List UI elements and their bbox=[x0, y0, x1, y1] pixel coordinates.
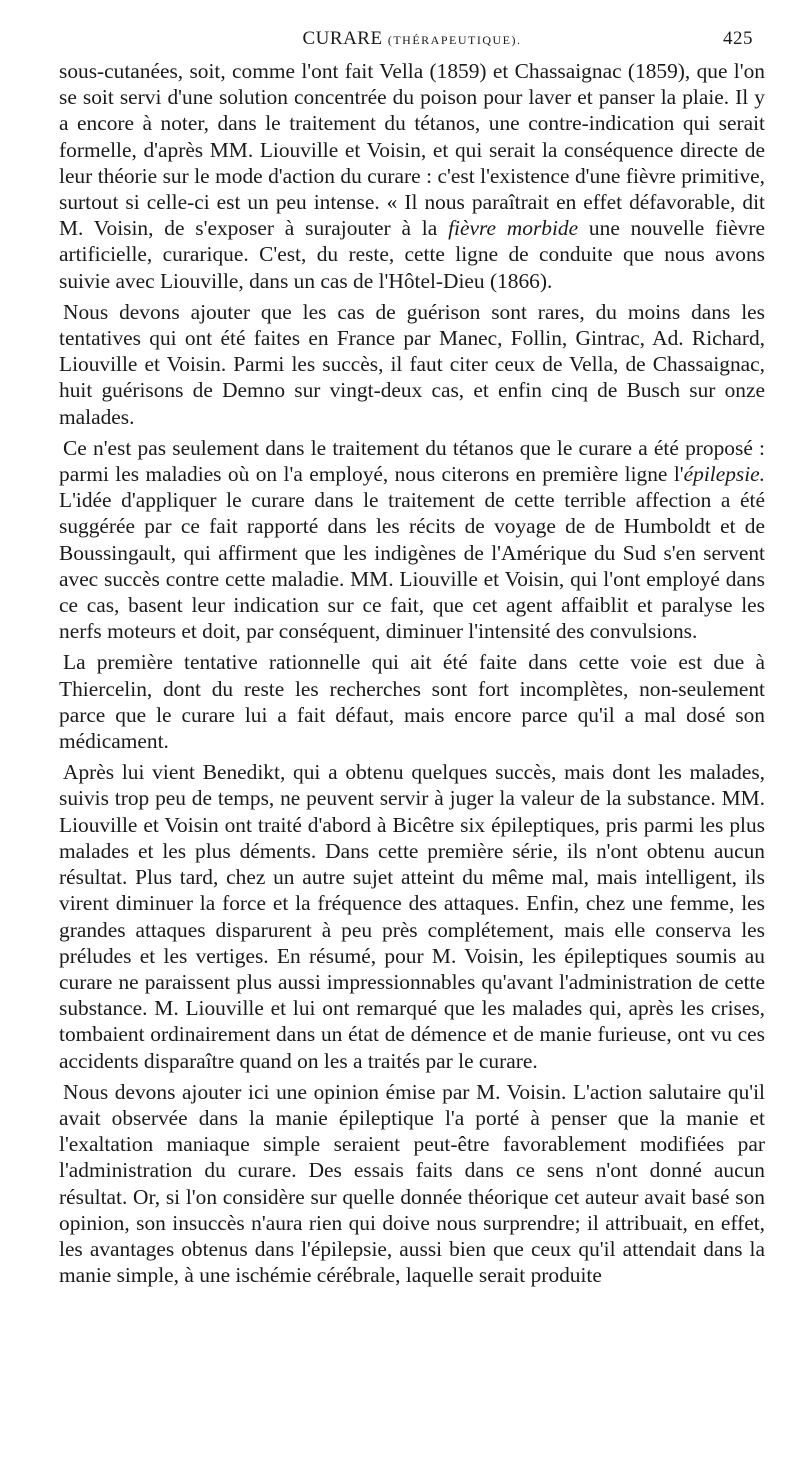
paragraph-2: Nous devons ajouter que les cas de guérison sont rares, du moins dans les tentatives qui ont été faites en France par Manec, Follin, Gintrac, Ad. Richard, Liouville et Voisin. Parmi les succès, il faut citer ceux de Vella, de Chassaignac, huit guérisons de Demno sur vingt-deux cas, et enfin cinq de Busch sur onze malades. bbox=[59, 299, 765, 429]
running-header bbox=[59, 28, 765, 58]
paragraph-3-text-b: L'idée d'appliquer le curare dans le traitement de cette terrible affection a été suggérée par ce fait rapporté dans les récits de voyage de de Humboldt et de Boussingault, qui affirment que les indigènes de l'Amérique du Sud s'en servent avec succès contre cette maladie. MM. Liouville et Voisin, qui l'ont employé dans ce cas, basent leur indication sur ce fait, que cet agent affaiblit et paralyse les nerfs moteurs et doit, par conséquent, diminuer l'intensité des convulsions. bbox=[59, 488, 765, 644]
paragraph-3-text-a: Ce n'est pas seulement dans le traitement du tétanos que le curare a été proposé : parmi les maladies où on l'a employé, nous citerons en première ligne l' bbox=[59, 435, 765, 487]
paragraph-1-text-b: une nouvelle fièvre artificielle, curarique. C'est, du reste, cette ligne de conduite que nous avons suivie avec Liouville, dans un cas de l'Hôtel-Dieu (1866). bbox=[59, 216, 765, 293]
paragraph-3 bbox=[59, 435, 765, 645]
header-subtitle: (THÉRAPEUTIQUE). bbox=[387, 33, 522, 47]
header-title: CURARE bbox=[302, 28, 383, 49]
paragraph-1 bbox=[59, 58, 765, 294]
document-page bbox=[59, 28, 765, 1288]
paragraph-1-italic-term: fièvre morbide bbox=[448, 216, 579, 241]
body-text bbox=[59, 58, 765, 1288]
paragraph-3-italic-term: épilepsie. bbox=[683, 462, 765, 487]
running-title bbox=[59, 28, 765, 50]
paragraph-5: Après lui vient Benedikt, qui a obtenu quelques succès, mais dont les malades, suivis trop peu de temps, ne peuvent servir à juger la valeur de la substance. MM. Liouville et Voisin ont traité d'abord à Bicêtre six épileptiques, pris parmi les plus malades et les plus déments. Dans cette première série, ils n'ont obtenu aucun résultat. Plus tard, chez un autre sujet atteint du même mal, mais intelligent, ils virent diminuer la force et la fréquence des attaques. Enfin, chez une femme, les grandes attaques disparurent à peu près complétement, mais elle conserva les préludes et les vertiges. En résumé, pour M. Voisin, les épileptiques soumis au curare ne paraissent plus aussi impressionnables qu'avant l'administration de cette substance. M. Liouville et lui ont remarqué que les malades qui, après les crises, tombaient ordinairement dans un état de démence et de manie furieuse, ont vu ces accidents disparaître quand on les a traités par le curare. bbox=[59, 760, 765, 1073]
page-number: 425 bbox=[723, 28, 753, 49]
paragraph-1-text-a: sous-cutanées, soit, comme l'ont fait Vella (1859) et Chassaignac (1859), que l'on se soit servi d'une solution concentrée du poison pour laver et panser la plaie. Il y a encore à noter, dans le traitement du tétanos, une contre-indication qui serait formelle, d'après MM. Liouville et Voisin, et qui serait la conséquence directe de leur théorie sur le mode d'action du curare : c'est l'existence d'une fièvre primitive, surtout si celle-ci est un peu intense. « Il nous paraîtrait en effet défavorable, dit M. Voisin, de s'exposer à surajouter à la bbox=[59, 59, 765, 241]
paragraph-4: La première tentative rationnelle qui ait été faite dans cette voie est due à Thiercelin, dont du reste les recherches sont fort incomplètes, non-seulement parce que le curare lui a fait défaut, mais encore parce qu'il a mal dosé son médicament. bbox=[59, 650, 765, 754]
paragraph-6: Nous devons ajouter ici une opinion émise par M. Voisin. L'action salutaire qu'il avait observée dans la manie épileptique l'a porté à penser que la manie et l'exaltation maniaque simple seraient peut-être favorablement modifiées par l'administration du curare. Des essais faits dans ce sens n'ont donné aucun résultat. Or, si l'on considère sur quelle donnée théorique cet auteur avait basé son opinion, son insuccès n'aura rien qui doive nous surprendre; il attribuait, en effet, les avantages obtenus dans l'épilepsie, aussi bien que ceux qu'il attendait dans la manie simple, à une ischémie cérébrale, laquelle serait produite bbox=[59, 1079, 765, 1288]
